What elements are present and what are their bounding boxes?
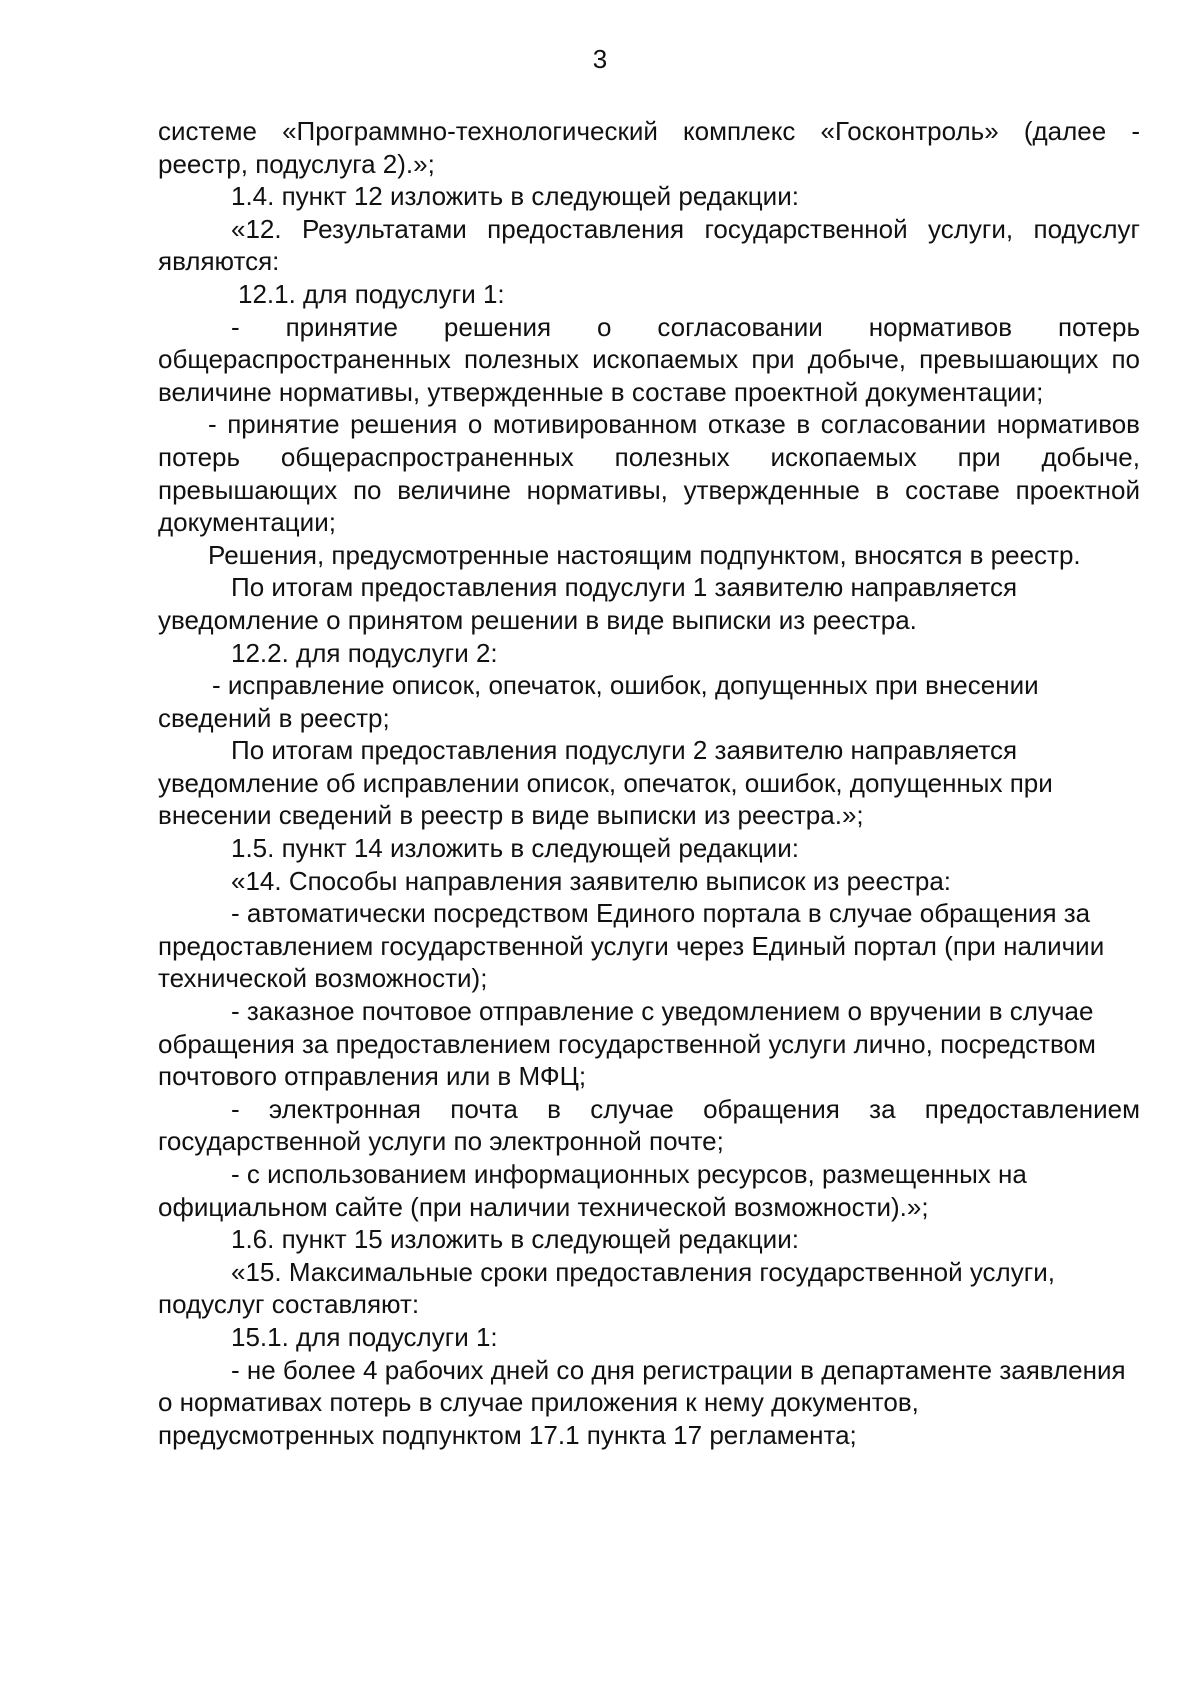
page-number: 3 bbox=[592, 44, 608, 74]
paragraph: - автоматически посредством Единого портала в случае обращения за предоставлением государственной услуги через Единый портал (при наличии технической возможности); bbox=[158, 898, 1105, 994]
paragraph: - принятие решения о мотивированном отказе в согласовании нормативов потерь общераспространенных полезных ископаемых при добыче, превышающих по величине нормативы, утвержденные в составе проектной документации; bbox=[158, 409, 1140, 538]
paragraph: «12. Результатами предоставления государственной услуги, подуслуг являются: bbox=[158, 213, 1140, 277]
paragraph: По итогам предоставления подуслуги 1 заявителю направляется уведомление о принятом решении в виде выписки из реестра. bbox=[158, 572, 1018, 635]
paragraph: «14. Способы направления заявителю выписок из реестра: bbox=[231, 865, 952, 896]
paragraph: «15. Максимальные сроки предоставления государственной услуги, подуслуг составляют: bbox=[158, 1256, 1055, 1320]
paragraph: 15.1. для подуслуги 1: bbox=[231, 1321, 498, 1352]
paragraph: По итогам предоставления подуслуги 2 заявителю направляется уведомление об исправлении описок, опечаток, ошибок, допущенных при внесении сведений в реестр в виде выписки из реестра.»; bbox=[158, 735, 1053, 831]
paragraph: - с использованием информационных ресурсов, размещенных на официальном сайте (при наличии технической возможности).»; bbox=[158, 1159, 1027, 1222]
paragraph: - электронная почта в случае обращения за предоставлением государственной услуги по электронной почте; bbox=[158, 1093, 1140, 1157]
paragraph: 1.6. пункт 15 изложить в следующей редакции: bbox=[231, 1224, 799, 1255]
paragraph: - принятие решения о согласовании нормативов потерь общераспространенных полезных ископаемых при добыче, превышающих по величине нормативы, утвержденные в составе проектной документации; bbox=[158, 311, 1140, 407]
paragraph: - не более 4 рабочих дней со дня регистрации в департаменте заявления о нормативах потерь в случае приложения к нему документов, предусмотренных подпунктом 17.1 пункта 17 регламента; bbox=[158, 1354, 1126, 1450]
paragraph: Решения, предусмотренные настоящим подпунктом, вносятся в реестр. bbox=[208, 539, 1081, 570]
paragraph: - исправление описок, опечаток, ошибок, допущенных при внесении сведений в реестр; bbox=[158, 670, 1039, 733]
paragraph: 12.1. для подуслуги 1: bbox=[238, 278, 505, 309]
paragraph: 12.2. для подуслуги 2: bbox=[231, 637, 498, 668]
document-body bbox=[158, 115, 1140, 1451]
paragraph: 1.4. пункт 12 изложить в следующей редакции: bbox=[231, 181, 799, 212]
paragraph: системе «Программно-технологический комплекс «Госконтроль» (далее - реестр, подуслуга 2).»; bbox=[158, 116, 1140, 179]
paragraph: - заказное почтовое отправление с уведомлением о вручении в случае обращения за предоставлением государственной услуги лично, посредством почтового отправления или в МФЦ; bbox=[158, 996, 1096, 1092]
paragraph: 1.5. пункт 14 изложить в следующей редакции: bbox=[231, 833, 799, 864]
